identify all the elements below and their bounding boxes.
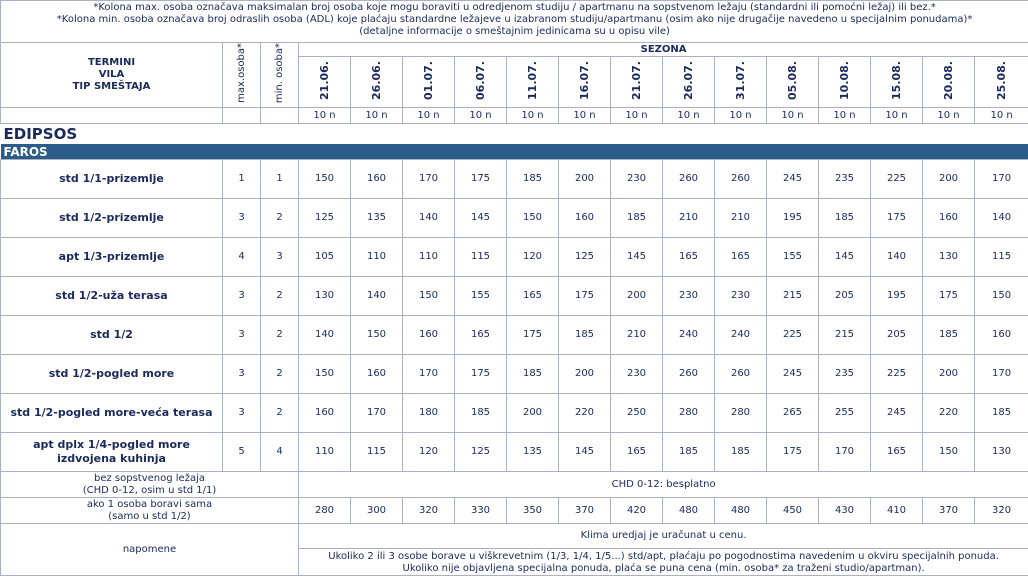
price-cell: 185 — [455, 394, 507, 433]
price-cell: 185 — [507, 355, 559, 394]
price-cell: 145 — [611, 238, 663, 277]
price-cell: 170 — [403, 160, 455, 199]
price-cell: 245 — [871, 394, 923, 433]
price-cell: 220 — [559, 394, 611, 433]
table-row — [1, 394, 1028, 433]
price-cell: 215 — [767, 277, 819, 316]
date-cell — [611, 57, 663, 108]
nights-cell: 10 n — [351, 108, 403, 124]
date-cell — [975, 57, 1028, 108]
nights-cell: 10 n — [767, 108, 819, 124]
nights-cell: 10 n — [975, 108, 1028, 124]
price-cell: 165 — [715, 238, 767, 277]
room-name: std 1/2-pogled more-veća terasa — [1, 394, 223, 433]
price-cell: 135 — [351, 199, 403, 238]
price-cell: 230 — [611, 355, 663, 394]
price-cell: 170 — [351, 394, 403, 433]
price-cell: 205 — [871, 316, 923, 355]
price-cell: 165 — [663, 238, 715, 277]
single-price-cell: 450 — [767, 498, 819, 524]
room-max-osoba: 5 — [223, 433, 261, 472]
price-cell: 150 — [299, 160, 351, 199]
nights-cell: 10 n — [559, 108, 611, 124]
price-cell: 185 — [819, 199, 871, 238]
date-cell — [819, 57, 871, 108]
price-cell: 185 — [559, 316, 611, 355]
nights-empty-cell — [223, 108, 261, 124]
napomene-content — [299, 524, 1028, 576]
price-cell: 175 — [455, 160, 507, 199]
price-cell: 160 — [975, 316, 1028, 355]
price-cell: 140 — [975, 199, 1028, 238]
date-cell — [715, 57, 767, 108]
room-name: std 1/1-prizemlje — [1, 160, 223, 199]
price-cell: 150 — [299, 355, 351, 394]
price-cell: 195 — [767, 199, 819, 238]
nights-cell: 10 n — [715, 108, 767, 124]
header-max — [223, 43, 261, 108]
max-osoba-label: max.osoba* — [236, 43, 248, 103]
price-cell: 200 — [923, 355, 975, 394]
tip-label: TIP SMEŠTAJA — [1, 81, 222, 93]
price-cell: 215 — [819, 316, 871, 355]
date-label: 21.07. — [631, 61, 643, 100]
date-label: 06.07. — [475, 61, 487, 100]
price-cell: 250 — [611, 394, 663, 433]
date-cell — [455, 57, 507, 108]
price-cell: 220 — [923, 394, 975, 433]
date-label: 01.07. — [423, 61, 435, 100]
price-cell: 185 — [923, 316, 975, 355]
napomene-line3: Ukoliko nije objavljena specijalna ponuda, plaća se puna cena (min. osoba* za traženi studio/apartman). — [299, 563, 1028, 575]
room-max-osoba: 3 — [223, 355, 261, 394]
price-cell: 225 — [767, 316, 819, 355]
price-cell: 115 — [351, 433, 403, 472]
room-name: apt 1/3-prizemlje — [1, 238, 223, 277]
min-osoba-label: min. osoba* — [274, 43, 286, 103]
price-cell: 200 — [611, 277, 663, 316]
price-cell: 175 — [507, 316, 559, 355]
price-cell: 105 — [299, 238, 351, 277]
date-cell — [507, 57, 559, 108]
single-price-cell: 480 — [715, 498, 767, 524]
price-cell: 170 — [975, 160, 1028, 199]
nights-cell: 10 n — [611, 108, 663, 124]
bez-lezaja-value: CHD 0-12: besplatno — [299, 472, 1028, 498]
price-cell: 150 — [403, 277, 455, 316]
price-cell: 120 — [507, 238, 559, 277]
single-price-cell: 420 — [611, 498, 663, 524]
price-cell: 135 — [507, 433, 559, 472]
date-label: 26.06. — [371, 61, 383, 100]
single-price-cell: 280 — [299, 498, 351, 524]
price-cell: 185 — [663, 433, 715, 472]
nights-empty-cell — [1, 108, 223, 124]
villa-title: FAROS — [1, 144, 1028, 160]
date-label: 15.08. — [891, 61, 903, 100]
single-price-cell: 330 — [455, 498, 507, 524]
single-price-cell: 300 — [351, 498, 403, 524]
date-cell — [403, 57, 455, 108]
room-min-osoba: 2 — [261, 394, 299, 433]
date-label: 26.07. — [683, 61, 695, 100]
room-name: std 1/2-prizemlje — [1, 199, 223, 238]
price-cell: 140 — [871, 238, 923, 277]
price-cell: 115 — [455, 238, 507, 277]
room-name: std 1/2-pogled more — [1, 355, 223, 394]
price-cell: 200 — [923, 160, 975, 199]
price-cell: 120 — [403, 433, 455, 472]
nights-cell: 10 n — [819, 108, 871, 124]
price-cell: 185 — [611, 199, 663, 238]
price-cell: 160 — [351, 355, 403, 394]
room-min-osoba: 2 — [261, 199, 299, 238]
date-cell — [663, 57, 715, 108]
price-cell: 150 — [975, 277, 1028, 316]
price-cell: 230 — [663, 277, 715, 316]
price-cell: 205 — [819, 277, 871, 316]
price-cell: 200 — [559, 160, 611, 199]
date-cell — [559, 57, 611, 108]
vila-label: VILA — [1, 69, 222, 81]
room-max-osoba: 3 — [223, 199, 261, 238]
price-cell: 160 — [351, 160, 403, 199]
notes-block — [1, 1, 1028, 43]
price-cell: 140 — [299, 316, 351, 355]
room-name: std 1/2 — [1, 316, 223, 355]
price-cell: 200 — [507, 394, 559, 433]
price-cell: 240 — [663, 316, 715, 355]
price-cell: 130 — [923, 238, 975, 277]
price-cell: 185 — [975, 394, 1028, 433]
room-max-osoba: 3 — [223, 277, 261, 316]
price-cell: 260 — [663, 160, 715, 199]
date-label: 21.06. — [319, 61, 331, 100]
room-min-osoba: 2 — [261, 277, 299, 316]
price-cell: 145 — [819, 238, 871, 277]
price-cell: 125 — [455, 433, 507, 472]
nights-empty-cell — [261, 108, 299, 124]
date-label: 10.08. — [839, 61, 851, 100]
single-price-cell: 480 — [663, 498, 715, 524]
price-cell: 160 — [403, 316, 455, 355]
nights-cell: 10 n — [455, 108, 507, 124]
date-cell — [299, 57, 351, 108]
price-cell: 280 — [663, 394, 715, 433]
single-price-cell: 410 — [871, 498, 923, 524]
nights-cell: 10 n — [871, 108, 923, 124]
price-cell: 145 — [455, 199, 507, 238]
price-cell: 145 — [559, 433, 611, 472]
price-cell: 165 — [611, 433, 663, 472]
room-min-osoba: 2 — [261, 316, 299, 355]
room-name-line1: apt dplx 1/4-pogled more — [1, 438, 222, 452]
price-cell: 160 — [559, 199, 611, 238]
price-cell: 195 — [871, 277, 923, 316]
price-cell: 265 — [767, 394, 819, 433]
napomene-line2: Ukoliko 2 ili 3 osobe borave u viškrevetnim (1/3, 1/4, 1/5...) std/apt, plaćaju po pogodnostima navedenim u okviru specijalnih ponuda. — [299, 549, 1028, 563]
nights-cell: 10 n — [663, 108, 715, 124]
price-cell: 155 — [767, 238, 819, 277]
price-cell: 165 — [871, 433, 923, 472]
room-name — [1, 433, 223, 472]
room-max-osoba: 4 — [223, 238, 261, 277]
price-cell: 235 — [819, 160, 871, 199]
price-cell: 165 — [507, 277, 559, 316]
date-cell — [923, 57, 975, 108]
table-row — [1, 433, 1028, 472]
room-name: std 1/2-uža terasa — [1, 277, 223, 316]
price-cell: 185 — [715, 433, 767, 472]
single-label — [1, 498, 299, 524]
single-price-cell: 370 — [559, 498, 611, 524]
single-line1: ako 1 osoba boravi sama — [1, 499, 298, 511]
room-min-osoba: 1 — [261, 160, 299, 199]
sezona-label: SEZONA — [299, 43, 1028, 57]
nights-cell: 10 n — [403, 108, 455, 124]
nights-cell: 10 n — [299, 108, 351, 124]
price-cell: 175 — [767, 433, 819, 472]
price-cell: 235 — [819, 355, 871, 394]
price-cell: 110 — [351, 238, 403, 277]
date-label: 31.07. — [735, 61, 747, 100]
price-cell: 175 — [923, 277, 975, 316]
price-cell: 245 — [767, 160, 819, 199]
price-cell: 115 — [975, 238, 1028, 277]
table-row — [1, 316, 1028, 355]
price-cell: 175 — [559, 277, 611, 316]
price-cell: 175 — [455, 355, 507, 394]
bez-lezaja-line2: (CHD 0-12, osim u std 1/1) — [1, 485, 298, 497]
price-cell: 245 — [767, 355, 819, 394]
table-row — [1, 277, 1028, 316]
room-max-osoba: 3 — [223, 316, 261, 355]
price-cell: 200 — [559, 355, 611, 394]
single-price-cell: 320 — [403, 498, 455, 524]
price-cell: 260 — [715, 160, 767, 199]
note-max: *Kolona max. osoba označava maksimalan broj osoba koje mogu boraviti u odredjenom studiju / apartmanu na sopstvenom ležaju (standardni ili pomoćni ležaj) ili bez.* — [1, 2, 1028, 14]
price-cell: 155 — [455, 277, 507, 316]
price-cell: 225 — [871, 355, 923, 394]
price-cell: 225 — [871, 160, 923, 199]
price-cell: 230 — [715, 277, 767, 316]
price-cell: 125 — [559, 238, 611, 277]
napomene-line1: Klima uredjaj je uračunat u cenu. — [299, 524, 1028, 549]
region-title: EDIPSOS — [1, 124, 1028, 145]
price-cell: 240 — [715, 316, 767, 355]
price-cell: 140 — [351, 277, 403, 316]
room-max-osoba: 3 — [223, 394, 261, 433]
date-cell — [767, 57, 819, 108]
price-cell: 260 — [663, 355, 715, 394]
price-cell: 170 — [819, 433, 871, 472]
single-price-cell: 430 — [819, 498, 871, 524]
bez-lezaja-label — [1, 472, 299, 498]
price-cell: 210 — [715, 199, 767, 238]
single-price-cell: 320 — [975, 498, 1028, 524]
price-cell: 165 — [455, 316, 507, 355]
table-row — [1, 238, 1028, 277]
price-cell: 110 — [403, 238, 455, 277]
single-price-cell: 350 — [507, 498, 559, 524]
note-min: *Kolona min. osoba označava broj odraslih osoba (ADL) koje plaćaju standardne ležajeve u izabranom studiju/apartmanu (osim ako nije drugačije navedeno u specijalnim ponudama)* — [1, 14, 1028, 26]
price-cell: 125 — [299, 199, 351, 238]
room-min-osoba: 4 — [261, 433, 299, 472]
price-cell: 185 — [507, 160, 559, 199]
price-cell: 110 — [299, 433, 351, 472]
price-cell: 160 — [923, 199, 975, 238]
price-cell: 160 — [299, 394, 351, 433]
price-cell: 280 — [715, 394, 767, 433]
date-label: 20.08. — [943, 61, 955, 100]
price-cell: 150 — [923, 433, 975, 472]
price-cell: 150 — [351, 316, 403, 355]
termini-label: TERMINI — [1, 57, 222, 69]
single-price-cell: 370 — [923, 498, 975, 524]
note-details: (detaljne informacije o smeštajnim jedinicama su u opisu vile) — [1, 26, 1028, 38]
room-min-osoba: 3 — [261, 238, 299, 277]
date-label: 05.08. — [787, 61, 799, 100]
price-cell: 170 — [975, 355, 1028, 394]
price-cell: 130 — [299, 277, 351, 316]
date-label: 25.08. — [996, 61, 1008, 100]
date-cell — [871, 57, 923, 108]
room-min-osoba: 2 — [261, 355, 299, 394]
room-max-osoba: 1 — [223, 160, 261, 199]
header-termini — [1, 43, 223, 108]
table-row — [1, 199, 1028, 238]
table-row — [1, 160, 1028, 199]
price-cell: 255 — [819, 394, 871, 433]
date-label: 11.07. — [527, 61, 539, 100]
date-cell — [351, 57, 403, 108]
price-cell: 230 — [611, 160, 663, 199]
nights-cell: 10 n — [507, 108, 559, 124]
date-label: 16.07. — [579, 61, 591, 100]
napomene-label: napomene — [1, 524, 299, 576]
price-cell: 170 — [403, 355, 455, 394]
bez-lezaja-line1: bez sopstvenog ležaja — [1, 473, 298, 485]
price-cell: 140 — [403, 199, 455, 238]
price-cell: 210 — [663, 199, 715, 238]
single-line2: (samo u std 1/2) — [1, 511, 298, 523]
header-min — [261, 43, 299, 108]
table-row — [1, 355, 1028, 394]
price-cell: 260 — [715, 355, 767, 394]
price-cell: 130 — [975, 433, 1028, 472]
price-cell: 150 — [507, 199, 559, 238]
price-cell: 175 — [871, 199, 923, 238]
price-cell: 210 — [611, 316, 663, 355]
nights-cell: 10 n — [923, 108, 975, 124]
room-name-line2: izdvojena kuhinja — [1, 452, 222, 466]
price-cell: 180 — [403, 394, 455, 433]
